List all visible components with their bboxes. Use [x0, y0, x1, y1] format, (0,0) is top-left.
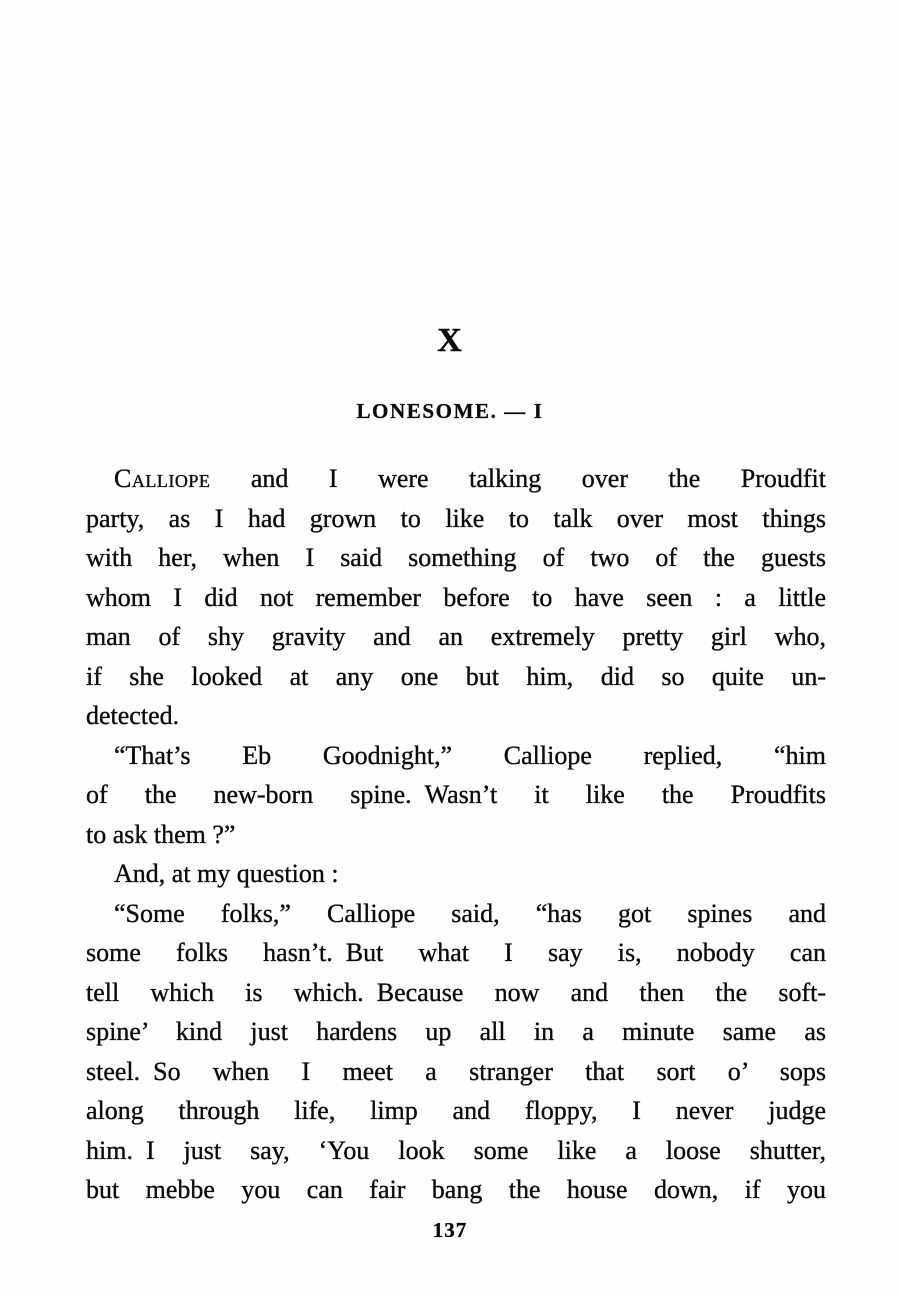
- text-line: detected.: [86, 701, 180, 730]
- text-line: whom I did not remember before to have seen : a little: [86, 582, 826, 612]
- text-line: but mebbe you can fair bang the house down, if you: [86, 1175, 826, 1204]
- text-line: tell which is which. Because now and then the soft-: [86, 977, 826, 1007]
- text-line: [86, 459, 826, 499]
- text-line: some folks hasn’t. But what I say is, nobody can: [86, 938, 826, 967]
- text-line: him. I just say, ‘You look some like a loose shutter,: [86, 1135, 826, 1165]
- text-line: man of shy gravity and an extremely pretty girl who,: [86, 622, 826, 651]
- text-line: to ask them ?”: [86, 819, 236, 849]
- text-line: along through life, limp and floppy, I never judge: [86, 1096, 826, 1125]
- text-line: spine’ kind just hardens up all in a minute same as: [86, 1017, 826, 1046]
- chapter-number: X: [437, 322, 463, 359]
- text-line: party, as I had grown to like to talk over most things: [86, 503, 826, 533]
- section-title: LONESOME. — I: [356, 399, 544, 423]
- text-line: “That’s Eb Goodnight,” Calliope replied, “him: [114, 740, 826, 770]
- page-number: 137: [432, 1218, 468, 1242]
- text-line: of the new-born spine. Wasn’t it like the Proudfits: [86, 780, 826, 809]
- text-line: if she looked at any one but him, did so quite un-: [86, 661, 826, 691]
- text-line: And, at my question :: [114, 859, 339, 888]
- lead-word: Calliope: [114, 464, 211, 493]
- text-line: “Some folks,” Calliope said, “has got spines and: [114, 898, 826, 928]
- body-text: [86, 459, 826, 1210]
- text-line: steel. So when I meet a stranger that sort o’ sops: [86, 1056, 826, 1086]
- text-line: with her, when I said something of two of the guests: [86, 543, 826, 572]
- line-text: and I were talking over the Proudfit: [250, 464, 827, 493]
